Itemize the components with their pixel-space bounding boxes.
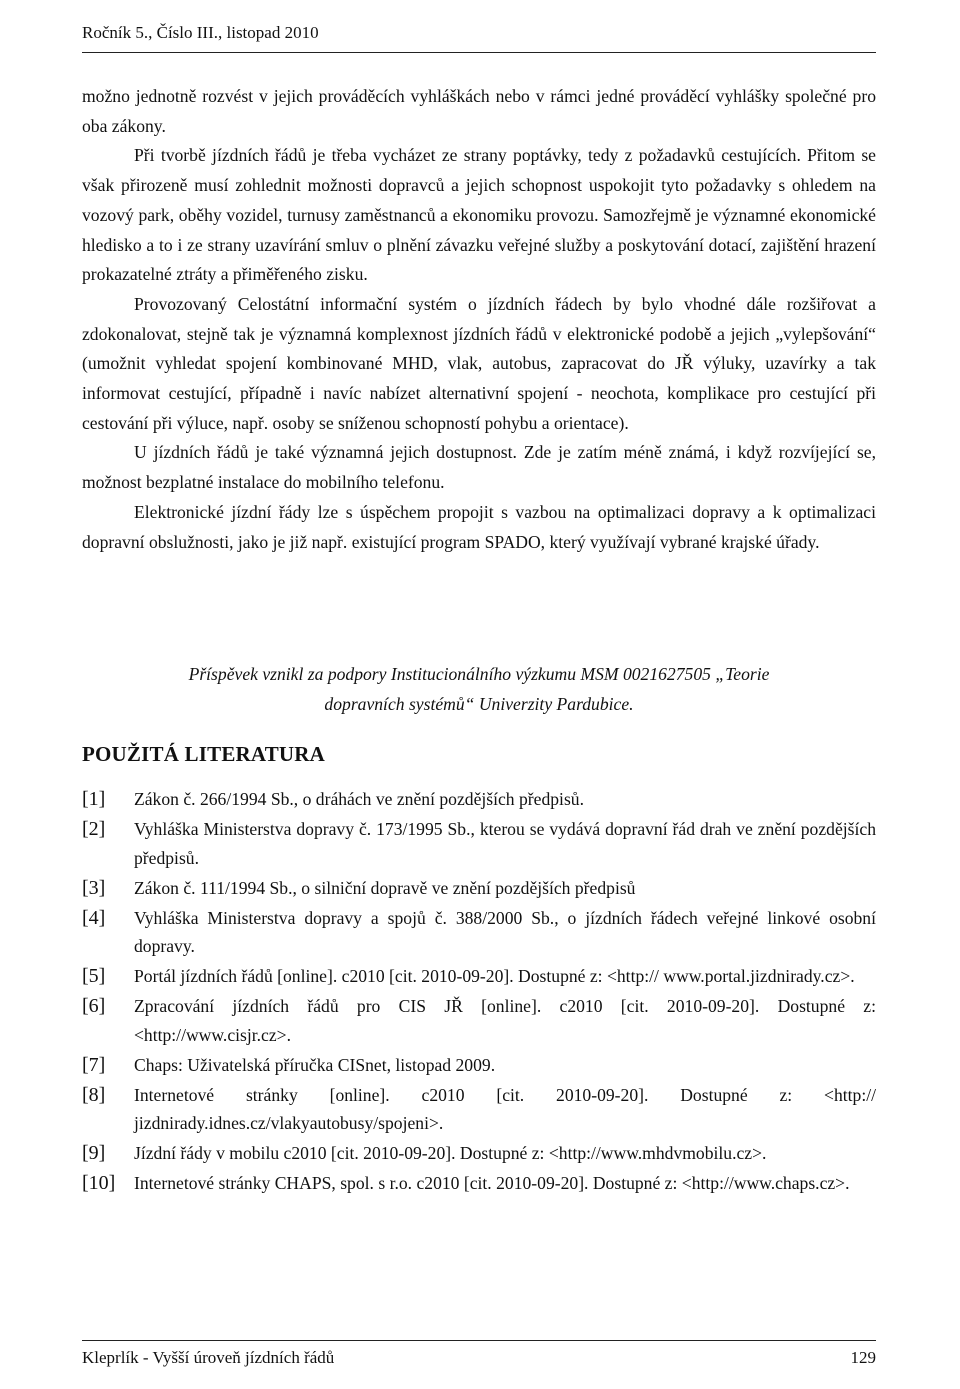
- article-body: [82, 82, 876, 557]
- reference-number: [4]: [82, 906, 106, 929]
- body-paragraph: Elektronické jízdní řády lze s úspěchem propojit s vazbou na optimalizaci dopravy a k optimalizaci dopravní obslužnosti, jako je již např. existující program SPADO, který využívají vybrané krajské úřady.: [82, 501, 876, 552]
- reference-list: [82, 785, 876, 1199]
- reference-item: [82, 815, 876, 872]
- reference-text: Internetové stránky [online]. c2010 [cit. 2010-09-20]. Dostupné z: <http:// jizdnirady.idnes.cz/vlakyautobusy/spojeni>.: [134, 1084, 876, 1134]
- acknowledgement-line: Příspěvek vznikl za podpory Institucionálního výzkumu MSM 0021627505 „Teorie: [188, 664, 770, 684]
- footer-divider: [82, 1340, 876, 1341]
- reference-number: [7]: [82, 1053, 106, 1076]
- reference-number: [9]: [82, 1142, 106, 1165]
- reference-item: [82, 962, 876, 991]
- reference-number: [1]: [82, 788, 106, 810]
- running-header: [82, 18, 876, 48]
- body-paragraph: Při tvorbě jízdních řádů je třeba vycházet ze strany poptávky, tedy z požadavků cestujících. Přitom se však přirozeně musí zohlednit možnosti dopravců a jejich schopnost uspokojit tyto požadavky s ohledem na vozový park, oběhy vozidel, turnusy zaměstnanců a ekonomiku provozu. Samozřejmě je významné ekonomické hledisko a to i ze strany uzavírání smluv o plnění závazku veřejné služby a poskytování dotací, zajištění hrazení prokazatelné ztráty a přiměřeného zisku.: [82, 145, 876, 285]
- reference-number: [3]: [82, 876, 106, 899]
- reference-number: [2]: [82, 817, 106, 840]
- body-paragraph: Provozovaný Celostátní informační systém o jízdních řádech by bylo vhodné dále rozšiřovat a zdokonalovat, stejně tak je významná komplexnost jízdních řádů v elektronické podobě a jejich „vylepšování“ (umožnit vyhledat spojení kombinované MHD, vlak, autobus, zapracovat do JŘ výluky, uzavírky a tak informovat cestující, případně i navíc nabízet alternativní spojení - neochota, komplikace pro cestující při cestování při výluce, např. osoby se sníženou schopností pohybu a orientace).: [82, 293, 876, 433]
- reference-number: [5]: [82, 965, 106, 988]
- reference-item: [82, 992, 876, 1049]
- header-divider: [82, 52, 876, 53]
- reference-number: [8]: [82, 1083, 106, 1106]
- reference-text: Zpracování jízdních řádů pro CIS JŘ [online]. c2010 [cit. 2010-09-20]. Dostupné z: <http://www.cisjr.cz>.: [134, 996, 876, 1045]
- body-paragraph: možno jednotně rozvést v jejich prováděcích vyhláškách nebo v rámci jedné prováděcí vyhlášky společné pro oba zákony.: [82, 86, 876, 136]
- reference-item: [82, 785, 876, 814]
- reference-number: [6]: [82, 995, 106, 1018]
- running-footer: [82, 1343, 876, 1373]
- reference-item: [82, 904, 876, 961]
- reference-item: [82, 1169, 876, 1198]
- reference-text: Jízdní řády v mobilu c2010 [cit. 2010-09-20]. Dostupné z: <http://www.mhdvmobilu.cz>.: [134, 1143, 767, 1164]
- acknowledgement-line: dopravních systémů“ Univerzity Pardubice.: [324, 693, 634, 714]
- acknowledgement: [82, 660, 876, 719]
- reference-item: [82, 1051, 876, 1080]
- reference-text: Internetové stránky CHAPS, spol. s r.o. c2010 [cit. 2010-09-20]. Dostupné z: <http://www.chaps.cz>.: [134, 1173, 850, 1194]
- reference-text: Chaps: Uživatelská příručka CISnet, listopad 2009.: [134, 1054, 496, 1075]
- reference-text: Zákon č. 266/1994 Sb., o dráhách ve znění pozdějších předpisů.: [134, 789, 584, 809]
- reference-item: [82, 1139, 876, 1168]
- body-paragraph: U jízdních řádů je také významná jejich dostupnost. Zde je zatím méně známá, i když rozvíjející se, možnost bezplatné instalace do mobilního telefonu.: [82, 442, 876, 493]
- reference-text: Vyhláška Ministerstva dopravy a spojů č. 388/2000 Sb., o jízdních řádech veřejné linkové osobní dopravy.: [134, 907, 876, 957]
- reference-text: Vyhláška Ministerstva dopravy č. 173/1995 Sb., kterou se vydává dopravní řád drah ve znění pozdějších předpisů.: [134, 818, 876, 868]
- page-number: 129: [850, 1348, 876, 1367]
- literature-heading: POUŽITÁ LITERATURA: [82, 742, 325, 766]
- footer-author-title: Kleprlík - Vyšší úroveň jízdních řádů: [82, 1348, 335, 1367]
- reference-number: [10]: [82, 1172, 116, 1195]
- reference-item: [82, 1081, 876, 1138]
- reference-text: Zákon č. 111/1994 Sb., o silniční dopravě ve znění pozdějších předpisů: [134, 877, 636, 898]
- reference-item: [82, 874, 876, 903]
- reference-text: Portál jízdních řádů [online]. c2010 [cit. 2010-09-20]. Dostupné z: <http:// www.portal.jizdnirady.cz>.: [134, 966, 855, 987]
- issue-label: Ročník 5., Číslo III., listopad 2010: [82, 23, 319, 42]
